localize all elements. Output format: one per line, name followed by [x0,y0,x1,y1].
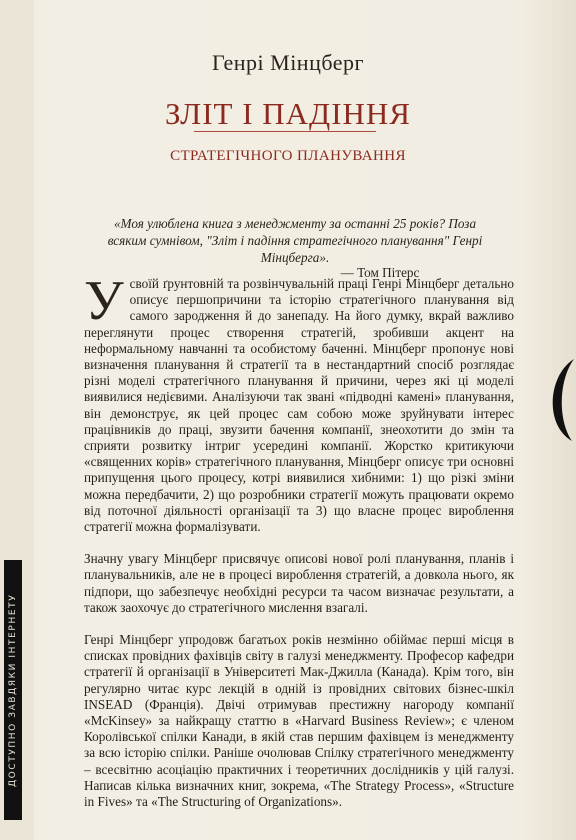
drop-cap: У [84,270,124,332]
book-subtitle: СТРАТЕГІЧНОГО ПЛАНУВАННЯ [170,148,406,164]
endorsement-author: — Том Пітерс [340,265,420,280]
author-name: Генрі Мінцберг [211,50,365,75]
paragraph-3: Генрі Мінцберг упродовж багатьох років незмінно обіймає перші місця в списках провідних фахівців світу в галузі менеджменту. Професор кафедри стратегії й організації в Університеті Мак-Джилла (Канада). Крім того, він регулярно читає курс лекцій в одній із провідних світових бізнес-шкіл INSEAD (Франція). Двічі отримував престижну нагороду компанії «McKinsey» за найкращу статтю в «Harvard Business Review»; є членом Королівської спілки Канади, в якій став першим фахівцем із менеджменту за всю історію спілки. Раніше очолював Спілку стратегічного менеджменту – всесвітню асоціацію практичних і теоретичних дослідників у цій галузі. Написав кілька визначних книг, зокрема, «The Strategy Process», «Structure in Fives» та «The Structuring of Organizations». [84,632,514,810]
decorative-glyph-icon [538,355,576,445]
spine-label: ДОСТУПНО ЗАВДЯКИ ІНТЕРНЕТУ [4,560,22,820]
paragraph-2: Значну увагу Мінцберг присвячує описові нової ролі планування, планів і планувальників, але не в процесі вироблення стратегій, а довкола нього, як підпори, що забезпечує необхідні ресурси та часом визначає результати, а також заохочує до стратегічного мислення взагалі. [84,551,514,615]
title-underline [194,131,376,132]
endorsement-quote: «Моя улюблена книга з менеджменту за останні 25 років? Поза всяким сумнівом, "Зліт і падіння стратегічного планування" Генрі Мінцберга». [107,216,483,265]
book-title: ЗЛІТ І ПАДІННЯ [165,96,411,131]
paragraph-1-text: своїй ґрунтовній та розвінчувальній праці Генрі Мінцберг детально описує першопричини та історію стратегічного планування від самого зародження й до занепаду. На його думку, вкрай важливо переглянути процес створення стратегій, зробивши акцент на неформальному навчанні та особистому баченні. Мінцберг пропонує нові визначення планування й стратегії та в нестандартний спосіб розглядає різні моделі стратегічного планування й причини, через які ці моделі виявилися недієвими. Аналізуючи так звані «підводні камені» планування, він демонструє, як цей процес сам собою може зруйнувати інтерес працівників до праці, звузити бачення компанії, знеохотити до змін та сприяти розвитку інтриг усередині компанії. Жорстко критикуючи «священних корів» стратегічного планування, Мінцберг описує три основні припущення цього процесу, котрі виявилися хибними: 1) що різкі зміни можна передбачити, 2) що розробники стратегії можуть працювати окремо від поточної діяльності організації та 3) що власне процес вироблення стратегії можна формалізувати. [84,276,514,535]
